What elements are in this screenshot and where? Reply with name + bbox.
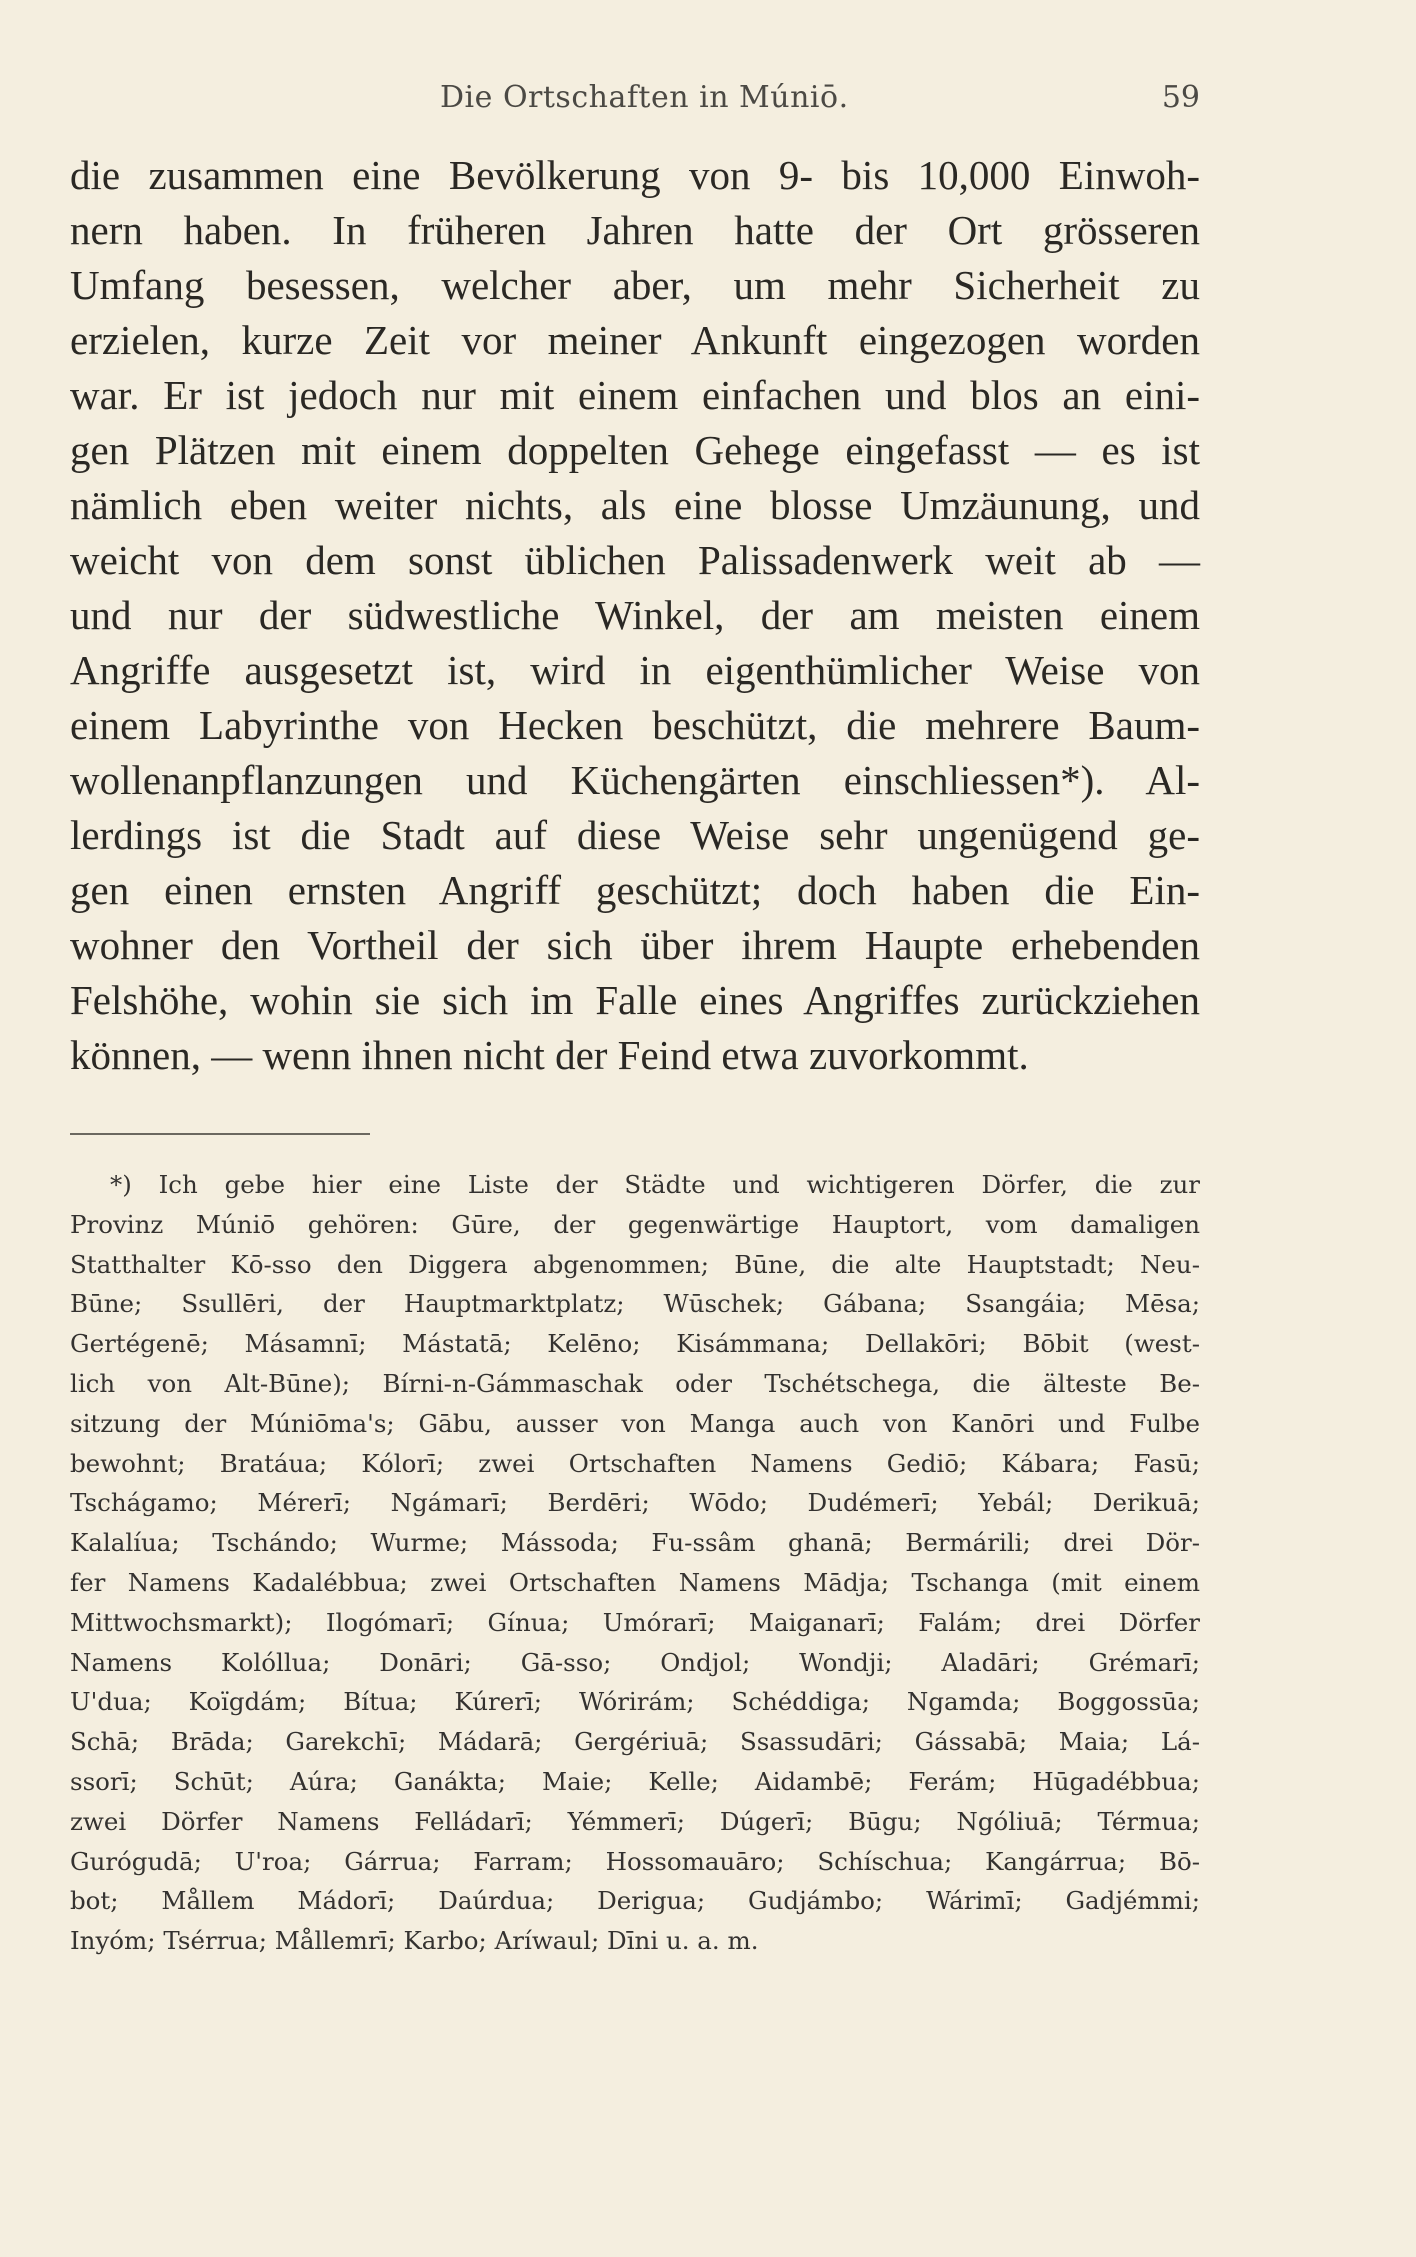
footnote-line: U'dua; Koïgdám; Bítua; Kúrerī; Wórirám; Schéddiga; Ngamda; Boggossūa; <box>70 1687 1200 1717</box>
text-line: lerdings ist die Stadt auf diese Weise sehr ungenügend ge- <box>70 812 1200 858</box>
footnote-line: fer Namens Kadalébbua; zwei Ortschaften Namens Mādja; Tschanga (mit einem <box>70 1567 1200 1597</box>
text-line: nämlich eben weiter nichts, als eine blosse Umzäunung, und <box>70 482 1200 528</box>
footnote-line: Statthalter Kō-sso den Diggera abgenommen; Būne, die alte Hauptstadt; Neu- <box>70 1249 1200 1279</box>
footnote-line: Būne; Ssullēri, der Hauptmarktplatz; Wūschek; Gábana; Ssangáia; Mēsa; <box>70 1289 1200 1319</box>
text-line: einem Labyrinthe von Hecken beschützt, die mehrere Baum- <box>70 702 1200 748</box>
footnote-line: bot; Mållem Mádorī; Daúrdua; Derigua; Gudjámbo; Wárimī; Gadjémmi; <box>70 1886 1200 1916</box>
text-line: erzielen, kurze Zeit vor meiner Ankunft eingezogen worden <box>70 317 1200 363</box>
footnote-line: Gurógudā; U'roa; Gárrua; Farram; Hossomauāro; Schíschua; Kangárrua; Bō- <box>70 1846 1200 1876</box>
footnote-line: Inyóm; Tsérrua; Mållemrī; Karbo; Aríwaul; Dīni u. a. m. <box>70 1926 759 1956</box>
text-line: Felshöhe, wohin sie sich im Falle eines Angriffes zurückziehen <box>70 977 1200 1023</box>
footnote-line: Schā; Brāda; Garekchī; Mádarā; Gergériuā; Ssassudāri; Gássabā; Maia; Lá- <box>70 1727 1200 1757</box>
text-line: können, — wenn ihnen nicht der Feind etwa zuvorkommt. <box>70 1032 1029 1078</box>
running-head-title: Die Ortschaften in Múniō. <box>440 80 849 115</box>
text-line: weicht von dem sonst üblichen Palissadenwerk weit ab — <box>70 537 1200 583</box>
footnote-line: Gertégenē; Másamnī; Mástatā; Kelēno; Kisámmana; Dellakōri; Bōbit (west- <box>70 1329 1200 1359</box>
text-line: Angriffe ausgesetzt ist, wird in eigenthümlicher Weise von <box>70 647 1200 693</box>
text-line: wohner den Vortheil der sich über ihrem Haupte erhebenden <box>70 922 1200 968</box>
footnote-line: lich von Alt-Būne); Bírni-n-Gámmaschak oder Tschétschega, die älteste Be- <box>70 1368 1200 1398</box>
footnote-line: zwei Dörfer Namens Felládarī; Yémmerī; Dúgerī; Būgu; Ngóliuā; Térmua; <box>70 1806 1200 1836</box>
running-head <box>70 80 1200 120</box>
footnote-line: bewohnt; Bratáua; Kólorī; zwei Ortschaften Namens Gediō; Kábara; Fasū; <box>70 1448 1200 1478</box>
footnote-line: Namens Kolóllua; Donāri; Gā-sso; Ondjol; Wondji; Aladāri; Grémarī; <box>70 1647 1200 1677</box>
text-line: gen Plätzen mit einem doppelten Gehege eingefasst — es ist <box>70 427 1200 473</box>
text-line: die zusammen eine Bevölkerung von 9- bis 10,000 Einwoh- <box>70 152 1200 198</box>
text-line: wollenanpflanzungen und Küchengärten einschliessen*). Al- <box>70 757 1200 803</box>
text-line: Umfang besessen, welcher aber, um mehr Sicherheit zu <box>70 262 1200 308</box>
main-text <box>70 148 1200 1083</box>
footnote-line: Provinz Múniō gehören: Gūre, der gegenwärtige Hauptort, vom damaligen <box>70 1209 1200 1239</box>
text-line: war. Er ist jedoch nur mit einem einfachen und blos an eini- <box>70 372 1200 418</box>
footnote-separator <box>70 1133 370 1135</box>
text-line: und nur der südwestliche Winkel, der am meisten einem <box>70 592 1200 638</box>
page-number: 59 <box>1161 80 1200 115</box>
footnote-line: Kalalíua; Tschándo; Wurme; Mássoda; Fu-ssâm ghanā; Bermárili; drei Dör- <box>70 1528 1200 1558</box>
footnote <box>70 1165 1200 1961</box>
text-line: nern haben. In früheren Jahren hatte der Ort grösseren <box>70 207 1200 253</box>
footnote-line: ssorī; Schūt; Aúra; Ganákta; Maie; Kelle; Aidambē; Ferám; Hūgadébbua; <box>70 1766 1200 1796</box>
text-line: gen einen ernsten Angriff geschützt; doch haben die Ein- <box>70 867 1200 913</box>
footnote-line: Tschágamo; Mérerī; Ngámarī; Berdēri; Wōdo; Dudémerī; Yebál; Derikuā; <box>70 1488 1200 1518</box>
footnote-line: *) Ich gebe hier eine Liste der Städte und wichtigeren Dörfer, die zur <box>110 1170 1200 1199</box>
footnote-line: Mittwochsmarkt); Ilogómarī; Gínua; Umórarī; Maiganarī; Falám; drei Dörfer <box>70 1607 1200 1637</box>
footnote-line: sitzung der Múniōma's; Gābu, ausser von Manga auch von Kanōri und Fulbe <box>70 1408 1200 1438</box>
